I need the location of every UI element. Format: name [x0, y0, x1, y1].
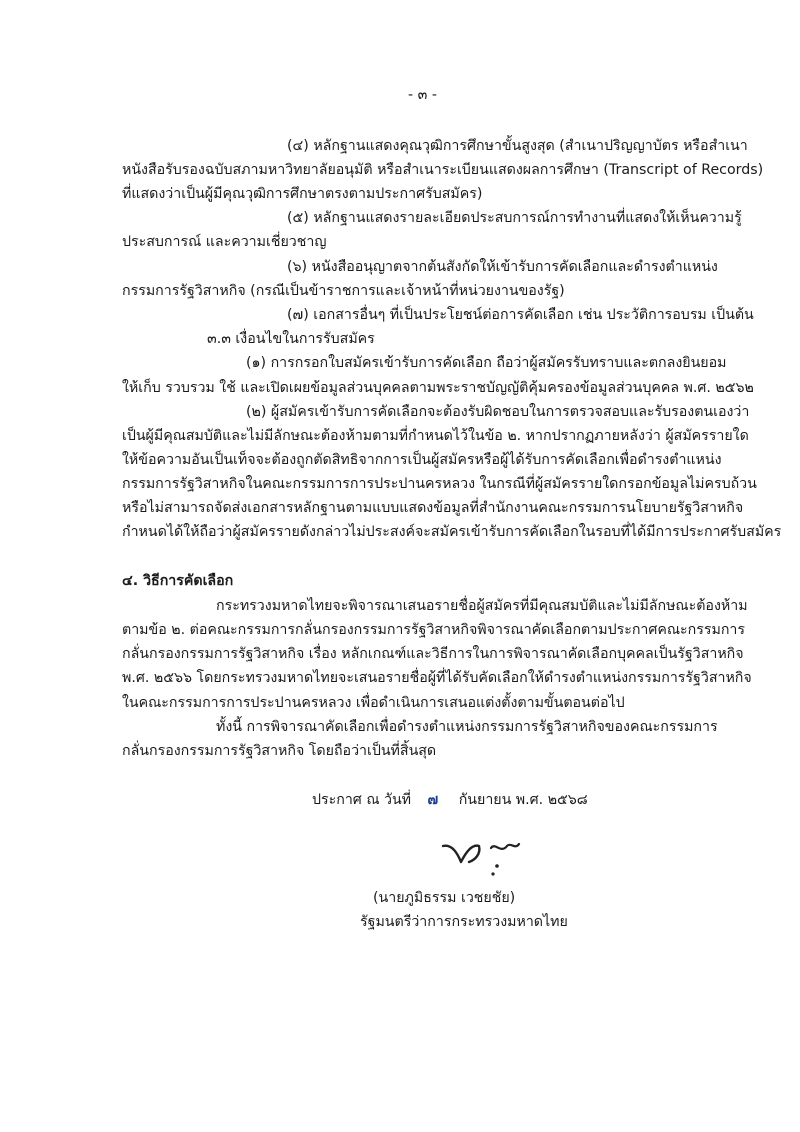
- subsection-heading: ๓.๓ เงื่อนไขในการรับสมัคร: [207, 331, 375, 347]
- paragraph-line: เป็นผู้มีคุณสมบัติและไม่มีลักษณะต้องห้ามตามที่กำหนดไว้ในข้อ ๒. หากปรากฏภายหลังว่า ผู้สมัครรายใด: [122, 428, 749, 444]
- signature: [435, 832, 555, 878]
- paragraph-line: กรรมการรัฐวิสาหกิจ (กรณีเป็นข้าราชการและเจ้าหน้าที่หน่วยงานของรัฐ): [122, 283, 565, 299]
- paragraph-line: หรือไม่สามารถจัดส่งเอกสารหลักฐานตามแบบแสดงข้อมูลที่สำนักงานคณะกรรมการนโยบายรัฐวิสาหกิจ: [122, 500, 744, 516]
- paragraph-line: กระทรวงมหาดไทยจะพิจารณาเสนอรายชื่อผู้สมัครที่มีคุณสมบัติและไม่มีลักษณะต้องห้าม: [216, 598, 748, 614]
- paragraph-line: ตามข้อ ๒. ต่อคณะกรรมการกลั่นกรองกรรมการรัฐวิสาหกิจพิจารณาคัดเลือกตามประกาศคณะกรรมการ: [122, 622, 746, 638]
- doc-item-7: (๗) เอกสารอื่นๆ ที่เป็นประโยชน์ต่อการคัดเลือก เช่น ประวัติการอบรม เป็นต้น: [287, 307, 754, 323]
- announcement-date: [312, 792, 588, 809]
- paragraph-line: กลั่นกรองกรรมการรัฐวิสาหกิจ โดยถือว่าเป็นที่สิ้นสุด: [122, 743, 437, 759]
- doc-item-4: (๔) หลักฐานแสดงคุณวุฒิการศึกษาขั้นสูงสุด (สำเนาปริญญาบัตร หรือสำเนา: [287, 138, 748, 154]
- date-day: ๗: [427, 792, 439, 808]
- condition-1: (๑) การกรอกใบสมัครเข้ารับการคัดเลือก ถือว่าผู้สมัครรับทราบและตกลงยินยอม: [246, 355, 727, 371]
- paragraph-line: กลั่นกรองกรรมการรัฐวิสาหกิจ เรื่อง หลักเกณฑ์และวิธีการในการพิจารณาคัดเลือกบุคคลเป็นรัฐวิสาหกิจ: [122, 646, 744, 662]
- paragraph-line: หนังสือรับรองฉบับสภามหาวิทยาลัยอนุมัติ หรือสำเนาระเบียนแสดงผลการศึกษา (Transcript of Records): [122, 162, 764, 178]
- section-heading: ๔. วิธีการคัดเลือก: [122, 573, 234, 589]
- paragraph-line: กำหนดได้ให้ถือว่าผู้สมัครรายดังกล่าวไม่ประสงค์จะสมัครเข้ารับการคัดเลือกในรอบที่ได้มีการประกาศรับสมัคร: [122, 524, 782, 540]
- doc-item-5: (๕) หลักฐานแสดงรายละเอียดประสบการณ์การทำงานที่แสดงให้เห็นความรู้: [287, 210, 742, 226]
- paragraph-line: พ.ศ. ๒๕๖๖ โดยกระทรวงมหาดไทยจะเสนอรายชื่อผู้ที่ได้รับคัดเลือกให้ดำรงตำแหน่งกรรมการรัฐวิสาหกิจ: [122, 670, 752, 686]
- paragraph-line: ในคณะกรรมการการประปานครหลวง เพื่อดำเนินการเสนอแต่งตั้งตามขั้นตอนต่อไป: [122, 695, 625, 711]
- date-prefix: ประกาศ ณ วันที่: [312, 792, 412, 808]
- paragraph-line: ที่แสดงว่าเป็นผู้มีคุณวุฒิการศึกษาตรงตามประกาศรับสมัคร): [122, 186, 483, 202]
- page-number: - ๓ -: [408, 87, 437, 103]
- paragraph-line: ทั้งนี้ การพิจารณาคัดเลือกเพื่อดำรงตำแหน่งกรรมการรัฐวิสาหกิจของคณะกรรมการ: [216, 719, 718, 735]
- date-suffix: กันยายน พ.ศ. ๒๕๖๘: [458, 792, 588, 808]
- doc-item-6: (๖) หนังสืออนุญาตจากต้นสังกัดให้เข้ารับการคัดเลือกและดำรงตำแหน่ง: [287, 259, 718, 275]
- signer-position: รัฐมนตรีว่าการกระทรวงมหาดไทย: [360, 914, 568, 930]
- paragraph-line: กรรมการรัฐวิสาหกิจในคณะกรรมการการประปานครหลวง ในกรณีที่ผู้สมัครรายใดกรอกข้อมูลไม่ครบถ้วน: [122, 476, 757, 492]
- paragraph-line: ให้ข้อความอันเป็นเท็จจะต้องถูกตัดสิทธิจากการเป็นผู้สมัครหรือผู้ได้รับการคัดเลือกเพื่อดำรงตำแหน่ง: [122, 452, 722, 468]
- paragraph-line: ให้เก็บ รวบรวม ใช้ และเปิดเผยข้อมูลส่วนบุคคลตามพระราชบัญญัติคุ้มครองข้อมูลส่วนบุคคล พ.ศ. ๒๕๖๒: [122, 380, 754, 396]
- signer-name: (นายภูมิธรรม เวชยชัย): [373, 890, 516, 906]
- condition-2: (๒) ผู้สมัครเข้ารับการคัดเลือกจะต้องรับผิดชอบในการตรวจสอบและรับรองตนเองว่า: [246, 404, 750, 420]
- paragraph-line: ประสบการณ์ และความเชี่ยวชาญ: [122, 234, 327, 250]
